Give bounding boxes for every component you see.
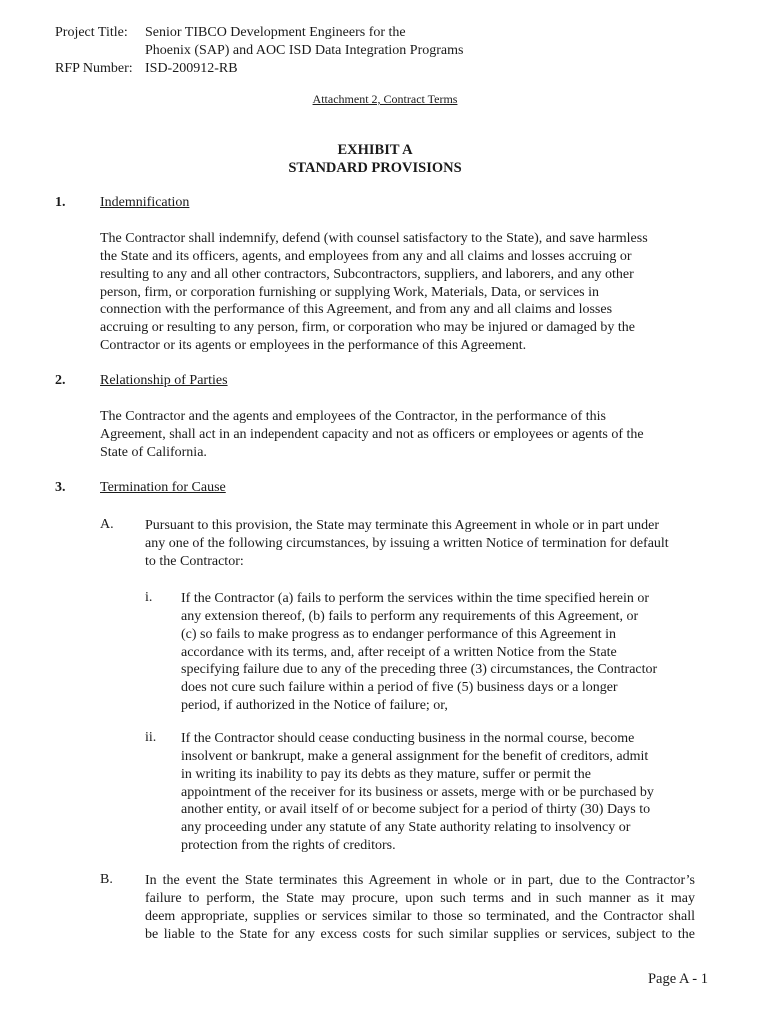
- subsection-b-body: [145, 872, 695, 943]
- item-i-line: (c) so fails to make progress as to endanger performance of this Agreement in: [181, 626, 617, 642]
- subsection-b-line: deem appropriate, supplies or services similar to those so terminated, and the Contractor shall: [145, 908, 695, 924]
- section-2-body: [100, 408, 692, 462]
- section-1-line: the State and its officers, agents, and employees from any and all claims and losses accruing or: [100, 248, 632, 264]
- item-ii-line: insolvent or bankrupt, make a general assignment for the benefit of creditors, admit: [181, 748, 649, 764]
- item-ii-body: [181, 730, 691, 855]
- section-1-line: The Contractor shall indemnify, defend (with counsel satisfactory to the State), and save harmless: [100, 231, 648, 246]
- item-i-line: period, if authorized in the Notice of failure; or,: [181, 698, 448, 714]
- item-i-body: [181, 590, 691, 715]
- subsection-b-line: failure to perform, the State may procure, upon such terms and in such manner as it may: [145, 890, 695, 906]
- section-1-body: [100, 230, 692, 355]
- item-ii-line: in writing its inability to pay its debts as they mature, suffer or permit the: [181, 766, 591, 782]
- project-title-value-line1: Senior TIBCO Development Engineers for the: [145, 25, 406, 40]
- section-1-line: accruing or resulting to any person, firm, or corporation who may be injured or damaged by the: [100, 320, 635, 336]
- item-i-line: accordance with its terms, and, after receipt of a written Notice from the State: [181, 644, 617, 660]
- subsection-a-body: [145, 517, 695, 571]
- project-title-value-line2: Phoenix (SAP) and AOC ISD Data Integration Programs: [145, 43, 464, 58]
- section-1-title: Indemnification: [100, 195, 190, 210]
- section-3-title: Termination for Cause: [100, 480, 226, 495]
- item-ii-line: protection from the rights of creditors.: [181, 838, 396, 854]
- rfp-number-label: RFP Number:: [55, 61, 133, 76]
- item-i-mark: i.: [145, 590, 153, 605]
- page-number: Page A - 1: [647, 971, 708, 987]
- subsection-a-line: Pursuant to this provision, the State may terminate this Agreement in whole or in part under: [145, 518, 660, 533]
- item-ii-mark: ii.: [145, 730, 157, 745]
- subsection-a-mark: A.: [100, 517, 114, 532]
- exhibit-subtitle: STANDARD PROVISIONS: [288, 160, 462, 176]
- section-1-line: Contractor or its agents or employees in the performance of this Agreement.: [100, 338, 527, 354]
- item-ii-line: appointment of the receiver for its business or assets, merge with or be purchased by: [181, 784, 654, 800]
- section-2-number: 2.: [55, 373, 66, 388]
- item-i-line: specifying failure due to any of the preceding three (3) circumstances, the Contractor: [181, 662, 658, 678]
- subsection-b-line: In the event the State terminates this Agreement in whole or in part, due to the Contractor’s: [145, 873, 695, 888]
- exhibit-heading: [0, 141, 750, 177]
- subsection-b-mark: B.: [100, 872, 113, 887]
- item-ii-line: If the Contractor should cease conducting business in the normal course, become: [181, 731, 635, 746]
- project-title-label: Project Title:: [55, 25, 128, 40]
- section-2-line: Agreement, shall act in an independent capacity and not as officers or employees or agents of the: [100, 426, 644, 442]
- section-2-title: Relationship of Parties: [100, 373, 228, 388]
- item-i-line: does not cure such failure within a period of five (5) business days or a longer: [181, 680, 618, 696]
- attachment-label: Attachment 2, Contract Terms: [312, 92, 458, 106]
- section-2-line: State of California.: [100, 444, 207, 460]
- section-3-number: 3.: [55, 480, 66, 495]
- subsection-a-line: any one of the following circumstances, by issuing a written Notice of termination for default: [145, 535, 669, 551]
- subsection-b-line: be liable to the State for any excess costs for such similar supplies or services, subject to the: [145, 926, 695, 942]
- section-1-line: person, firm, or corporation furnishing or supplying Work, Materials, Data, or services in: [100, 284, 600, 300]
- section-1-line: connection with the performance of this Agreement, and from any and all claims and losses: [100, 302, 613, 318]
- rfp-number-value: ISD-200912-RB: [145, 61, 238, 76]
- item-i-line: any extension thereof, (b) fails to perform any requirements of this Agreement, or: [181, 608, 639, 624]
- exhibit-title: EXHIBIT A: [337, 142, 413, 158]
- section-1-number: 1.: [55, 195, 66, 210]
- subsection-a-line: to the Contractor:: [145, 553, 244, 569]
- section-1-line: resulting to any and all other contractors, Subcontractors, suppliers, and laborers, and any other: [100, 266, 634, 282]
- item-ii-line: another entity, or avail itself of or become subject for a period of thirty (30) Days to: [181, 802, 651, 818]
- item-i-line: If the Contractor (a) fails to perform the services within the time specified herein or: [181, 591, 650, 606]
- document-header: [55, 24, 463, 78]
- section-2-line: The Contractor and the agents and employees of the Contractor, in the performance of this: [100, 409, 606, 424]
- item-ii-line: any proceeding under any statute of any State authority relating to insolvency or: [181, 820, 631, 836]
